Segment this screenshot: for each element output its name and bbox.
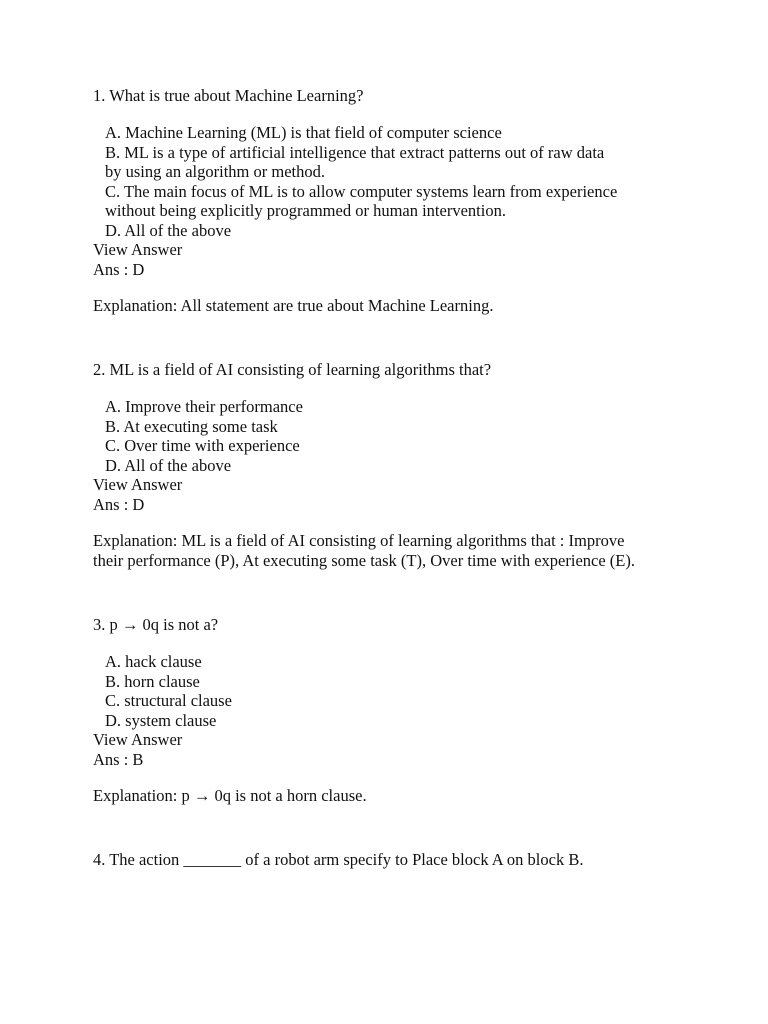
question-text: 2. ML is a field of AI consisting of learning algorithms that? [93,360,492,379]
options-list [105,652,728,730]
question-text: 1. What is true about Machine Learning? [93,86,364,105]
option-d: D. All of the above [105,455,232,475]
explanation-text: Explanation: ML is a field of AI consisting of learning algorithms that : Improve their performance (P), At executing some task (T), Over time with experience (E). [93,531,636,570]
question-3 [93,615,728,806]
option-d: D. system clause [105,710,217,730]
option-c: C. Over time with experience [105,436,300,455]
options-list [105,397,728,475]
question-2 [93,360,728,571]
option-c: C. structural clause [105,691,232,710]
option-a: A. Improve their performance [105,397,303,416]
option-c: C. The main focus of ML is to allow computer systems learn from experience without being explicitly programmed or human intervention. [105,181,618,220]
options-list [105,123,728,240]
question-4 [93,850,728,870]
question-1 [93,86,728,316]
explanation-text: Explanation: All statement are true about Machine Learning. [93,296,494,315]
view-answer-link[interactable]: View Answer [93,475,183,494]
option-b: B. At executing some task [105,416,278,436]
answer-text: Ans : D [93,494,145,514]
answer-text: Ans : B [93,749,144,769]
view-answer-link[interactable]: View Answer [93,240,183,259]
option-a: A. hack clause [105,652,202,671]
question-text: 3. p → 0q is not a? [93,615,219,634]
answer-text: Ans : D [93,259,145,279]
explanation-text: Explanation: p → 0q is not a horn clause. [93,786,367,805]
option-b: B. ML is a type of artificial intelligence that extract patterns out of raw data by using an algorithm or method. [105,142,605,181]
question-text: 4. The action _______ of a robot arm specify to Place block A on block B. [93,850,584,869]
option-d: D. All of the above [105,220,232,240]
option-b: B. horn clause [105,671,200,691]
view-answer-link[interactable]: View Answer [93,730,183,749]
option-a: A. Machine Learning (ML) is that field of computer science [105,123,502,142]
